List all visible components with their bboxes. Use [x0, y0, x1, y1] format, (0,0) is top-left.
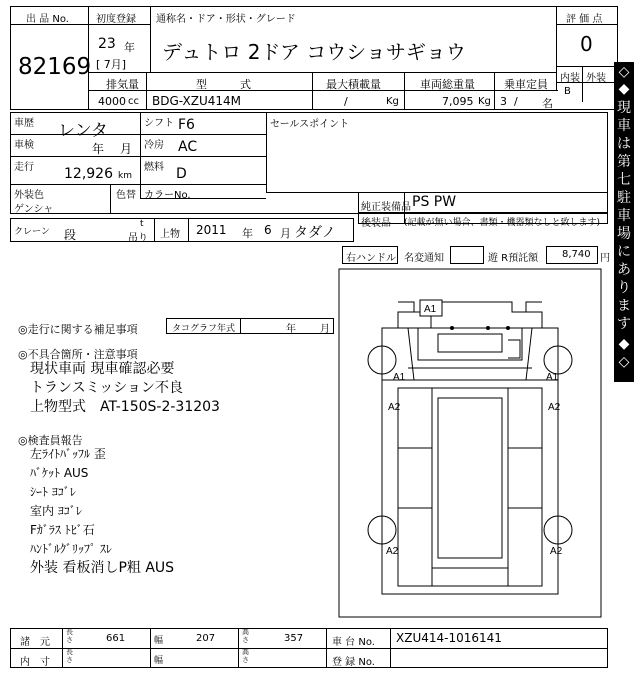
sales-point-label: セールスポイント: [270, 119, 350, 130]
vehicle-damage-diagram: [338, 268, 614, 620]
banner-char: 七: [617, 172, 631, 188]
aircon-label: 冷房: [144, 140, 164, 151]
gross-weight-label: 車両総重量: [420, 78, 475, 91]
aftermarket-label: 後装品: [361, 218, 391, 229]
lot-number: 82169: [18, 54, 92, 80]
diagram-mark: A2: [548, 402, 561, 413]
inner-label: 内 寸: [20, 657, 50, 668]
model-label: 型 式: [196, 78, 251, 91]
crane-ton-label: t: [140, 219, 144, 229]
color-label: 外装色: [14, 190, 44, 201]
fuel-label: 燃料: [144, 162, 164, 173]
gross-kg-unit: Kg: [478, 96, 491, 107]
interior-value: B: [564, 86, 571, 97]
grade-label: 評 価 点: [566, 14, 603, 25]
body-year-unit: 年: [242, 227, 253, 240]
body-month-unit: 月: [280, 227, 291, 240]
model-value: BDG-XZU414M: [152, 94, 241, 108]
car-name: デュトロ 2ドア コウショサギョウ: [162, 40, 466, 64]
inner-width-label: 幅: [154, 656, 164, 666]
standard-equipment-label: 純正装備品: [361, 202, 411, 213]
remaining-label: 遊 R預託額: [488, 253, 539, 264]
cc-unit: cc: [128, 96, 139, 107]
interior-label: 内装: [560, 73, 580, 84]
displacement-value: 4000: [98, 95, 126, 108]
inspector-list: [30, 445, 174, 578]
reg-year: 23: [98, 36, 116, 52]
first-reg-label: 初度登録: [96, 14, 136, 25]
inspector-line: ﾊﾞｹｯﾄ AUS: [30, 466, 89, 480]
banner-char: に: [617, 244, 631, 260]
shift-label: シフト: [144, 118, 174, 129]
crane-label: クレーン: [14, 227, 50, 237]
aircon-value: AC: [178, 139, 198, 155]
color-value: ゲンシャ: [14, 204, 54, 215]
inspector-line: 左ﾗｲﾄﾊﾞｯﾌﾙ 歪: [30, 447, 106, 461]
banner-char: ◆: [615, 336, 633, 353]
defects-label: ◎不具合箇所・注意事項: [18, 348, 138, 361]
defect-line: 現状車両 現車確認必要: [30, 361, 175, 377]
height-value: 357: [284, 633, 304, 644]
color-replace-label: 色替: [116, 190, 136, 201]
diagram-mark: A1: [393, 372, 406, 383]
inspector-line: 室内 ﾖｺﾞﾚ: [30, 504, 82, 518]
tacho-label: タコグラフ年式: [172, 324, 236, 334]
reg-year-unit: 年: [124, 41, 135, 54]
capacity-label: 乗車定員: [504, 78, 548, 91]
mileage-label: 走行: [14, 162, 34, 173]
width-value: 207: [196, 633, 216, 644]
shift-value: F6: [178, 117, 195, 133]
chassis-label: 車 台 No.: [332, 637, 375, 648]
tacho-month: 月: [320, 324, 330, 335]
banner-char: 第: [617, 154, 631, 170]
name-change-box: [450, 246, 484, 264]
diagram-mark: A1: [424, 304, 437, 315]
diagram-mark: A2: [386, 546, 399, 557]
mileage-value: 12,926: [64, 166, 113, 182]
chassis-value: XZU414-1016141: [396, 631, 502, 645]
capacity-sep: /: [514, 95, 518, 108]
tacho-year: 年: [286, 324, 296, 335]
capacity-value: 3: [500, 95, 507, 108]
displacement-label: 排気量: [106, 78, 139, 91]
banner-char: ◆: [615, 81, 633, 98]
dims-label: 諸 元: [20, 637, 50, 648]
crane-hang-label: 吊り: [128, 233, 148, 244]
diagram-mark: A2: [388, 402, 401, 413]
inner-length-label: 長さ: [66, 648, 73, 664]
aftermarket-note: (記載が無い場合、書類・機器類なしと致します): [404, 218, 601, 228]
banner-char: ◇: [615, 64, 633, 81]
length-label: 長さ: [66, 628, 73, 644]
banner-char: 車: [617, 118, 631, 134]
inspection-label: 車検: [14, 140, 34, 151]
banner-char: 車: [617, 208, 631, 224]
length-value: 661: [106, 633, 126, 644]
diagram-mark: A1: [546, 372, 559, 383]
score: 0: [580, 32, 593, 56]
right-hand-label: 右ハンドル: [346, 253, 396, 264]
crane-stage-label: 段: [64, 228, 77, 242]
max-load-value: /: [344, 95, 348, 108]
inner-height-label: 高さ: [242, 648, 249, 664]
banner-char: あ: [617, 262, 631, 278]
color-no-label: カラーNo.: [144, 190, 191, 201]
mileage-unit: km: [118, 171, 132, 181]
banner-char: ま: [617, 298, 631, 314]
defects-list: [30, 360, 220, 417]
banner-char: 現: [617, 100, 631, 116]
kg-unit: Kg: [386, 96, 399, 107]
name-label: 通称名・ドア・形状・グレード: [156, 14, 296, 25]
banner-char: 場: [617, 226, 631, 242]
max-load-label: 最大積載量: [326, 78, 381, 91]
inspector-line: ﾊﾝﾄﾞﾙｸﾞﾘｯﾌﾟ ｽﾚ: [30, 542, 112, 556]
diagram-mark: A2: [550, 546, 563, 557]
reg-no-label: 登 録 No.: [332, 657, 375, 668]
standard-equipment-value: PS PW: [412, 194, 457, 210]
reg-month: [ 7月]: [96, 58, 127, 71]
history-value: レンタ: [58, 121, 108, 141]
name-change-label: 名変通知: [404, 253, 444, 264]
body-month: 6: [264, 223, 272, 237]
body-maker: タダノ: [294, 225, 336, 241]
banner-char: 駐: [617, 190, 631, 206]
remaining-value: 8,740: [562, 249, 591, 260]
lot-no-label: 出 品 No.: [26, 14, 69, 25]
inspection-month: 月: [120, 142, 133, 156]
banner-char: り: [617, 280, 631, 296]
banner-char: は: [617, 136, 631, 152]
defect-line: 上物型式 AT-150S-2-31203: [30, 399, 220, 415]
gross-weight-value: 7,095: [442, 95, 474, 108]
history-label: 車歴: [14, 118, 34, 129]
banner-char: ◇: [615, 354, 633, 371]
defect-line: トランスミッション不良: [30, 380, 184, 396]
body-year: 2011: [196, 223, 227, 237]
inspector-label: ◎検査員報告: [18, 434, 83, 447]
inspection-year: 年: [92, 142, 105, 156]
exterior-label: 外装: [586, 73, 606, 84]
inspector-line: ｼｰﾄ ﾖｺﾞﾚ: [30, 485, 76, 499]
inspector-line: 外装 看板消しP粗 AUS: [30, 560, 175, 576]
banner-char: す: [617, 316, 631, 332]
yen-unit: 円: [600, 253, 610, 264]
width-label: 幅: [154, 636, 164, 646]
fuel-value: D: [176, 166, 187, 182]
height-label: 高さ: [242, 628, 249, 644]
inspector-line: Fｶﾞﾗｽ ﾄﾋﾞ石: [30, 523, 95, 537]
capacity-unit: 名: [542, 97, 553, 110]
body-label: 上物: [160, 229, 180, 240]
driving-notes-label: ◎走行に関する補足事項: [18, 323, 138, 336]
